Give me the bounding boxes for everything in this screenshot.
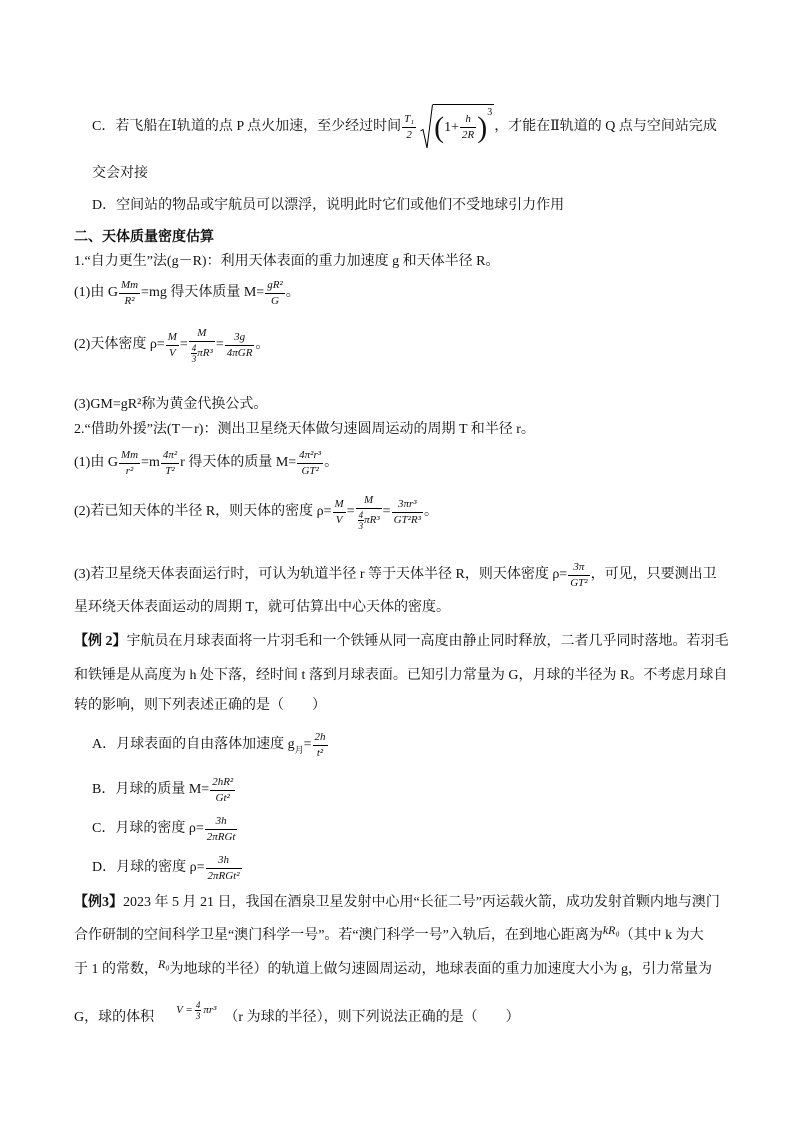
option-fraction xyxy=(210,776,235,805)
fraction-denominator: T² xyxy=(165,464,175,477)
fraction-denominator: 2πRGt xyxy=(206,830,236,843)
paren-open: ( xyxy=(434,110,445,144)
fraction-denominator: G xyxy=(270,294,279,307)
fraction-denominator: r² xyxy=(125,464,134,477)
fraction-numerator: Mm xyxy=(119,449,140,464)
fraction-numerator: 4 xyxy=(191,342,197,353)
equals-sign: = xyxy=(179,337,188,352)
item-middle: =mg 得天体质量 M= xyxy=(141,285,265,300)
fraction-denominator: GT² xyxy=(301,464,319,477)
option-fraction xyxy=(206,854,242,883)
ratio-numerator: h xyxy=(460,113,476,128)
fraction-denominator: 2πRGt² xyxy=(207,869,240,882)
formula-fraction xyxy=(265,279,285,308)
example3-stem-4-post: （r 为球的半径），则下列说法正确的是（ ） xyxy=(224,1010,520,1025)
ratio-denominator: 2R xyxy=(462,129,475,141)
fraction-denominator: 3 xyxy=(358,520,364,531)
item-prefix: (1)由 G xyxy=(74,285,118,300)
formula-fraction xyxy=(166,331,179,360)
golden-substitution-text: (3)GM=gR²称为黄金代换公式。 xyxy=(74,397,268,412)
option-c-text-before: C．若飞船在Ⅰ轨道的点 P 点火加速，至少经过时间 xyxy=(92,119,402,134)
example2-stem-1: 宇航员在月球表面将一片羽毛和一个铁锤从同一高度由静止同时释放，二者几乎同时落地。若羽毛 xyxy=(126,634,729,649)
equals-m: =m xyxy=(141,455,160,470)
fraction-denominator: GT²R³ xyxy=(393,513,421,526)
earth-radius-formula xyxy=(158,957,170,972)
equals-sign: = xyxy=(215,337,224,352)
fraction-denominator: V xyxy=(168,346,176,359)
example2-label: 【例 2】 xyxy=(74,634,127,649)
equals-sign: = xyxy=(346,504,355,519)
item-suffix: 。 xyxy=(423,504,438,519)
fraction-numerator: 3h xyxy=(205,815,238,830)
fraction-denominator xyxy=(189,342,215,364)
example3-label: 【例3】 xyxy=(74,895,123,910)
method1-intro-text: 1.“自力更生”法(g－R)：利用天体表面的重力加速度 g 和天体半径 R。 xyxy=(74,254,500,269)
one-plus: 1+ xyxy=(444,119,459,135)
fraction-denominator: GT² xyxy=(570,576,588,589)
pi-r-cubed: πR³ xyxy=(364,513,380,526)
option-d-text: D．空间站的物品或宇航员可以漂浮，说明此时它们或他们不受地球引力作用 xyxy=(92,198,565,213)
option-prefix: D．月球的密度 ρ= xyxy=(92,860,205,875)
fraction-numerator: Mm xyxy=(119,279,140,294)
fraction-numerator: M xyxy=(166,331,179,346)
formula-fraction xyxy=(119,279,140,308)
time-fraction xyxy=(402,113,416,142)
fraction-denominator: 3 xyxy=(195,1010,201,1021)
section-heading-text: 二、天体质量密度估算 xyxy=(74,230,214,245)
power-exponent: 3 xyxy=(487,107,493,118)
item-middle: r 得天体的质量 M= xyxy=(180,455,297,470)
fraction-numerator: 3g xyxy=(225,331,255,346)
option-prefix: A．月球表面的自由落体加速度 g xyxy=(92,737,295,752)
equals-sign: = xyxy=(303,737,312,752)
fraction-denominator: V xyxy=(335,513,343,526)
item-continuation: 星环绕天体表面运动的周期 T，就可估算出中心天体的密度。 xyxy=(74,600,451,615)
formula-fraction xyxy=(161,449,179,478)
item-prefix: (3)若卫星绕天体表面运行时，可认为轨道半径 r 等于天体半径 R，则天体密度 ρ= xyxy=(74,567,568,582)
formula-fraction xyxy=(392,498,423,527)
fraction-denominator: Gt² xyxy=(215,791,230,804)
fraction-denominator: R² xyxy=(124,294,135,307)
option-prefix: C．月球的密度 ρ= xyxy=(92,821,204,836)
earth-radius: R₀ xyxy=(158,956,170,971)
nested-fraction xyxy=(189,327,215,364)
item-suffix: ，可见，只要测出卫 xyxy=(590,567,717,582)
volume-lhs: V = xyxy=(176,1004,193,1016)
time-fraction-numerator: T₁ xyxy=(402,113,416,128)
formula-fraction xyxy=(568,561,589,590)
fraction-numerator: 3π xyxy=(568,561,589,576)
sphere-volume-formula xyxy=(176,1000,216,1021)
example2-stem-2: 和铁锤是从高度为 h 处下落，经时间 t 落到月球表面。已知引力常量为 G，月球的半径为 R。不考虑月球自 xyxy=(74,668,728,683)
option-prefix: B．月球的质量 M= xyxy=(92,782,210,797)
pi-r-cubed: πr³ xyxy=(203,1004,217,1016)
option-c-text-cont: 交会对接 xyxy=(92,166,148,181)
example3-stem-2-post: （其中 k 为大 xyxy=(619,928,704,943)
fraction-numerator: 4π²r³ xyxy=(297,449,323,464)
fraction-numerator: 4π² xyxy=(161,449,179,464)
item-suffix: 。 xyxy=(324,455,339,470)
item-suffix: 。 xyxy=(255,337,270,352)
fraction-numerator: M xyxy=(189,327,215,342)
formula-fraction xyxy=(119,449,140,478)
fraction-numerator: 4 xyxy=(195,999,201,1010)
fraction-numerator: 3πr³ xyxy=(392,498,423,513)
fraction-denominator: 3 xyxy=(191,353,197,364)
example3-stem-4-pre: G，球的体积 xyxy=(74,1010,155,1025)
fraction-numerator: M xyxy=(356,494,382,509)
time-fraction-denominator: 2 xyxy=(406,128,412,141)
pi-r-cubed: πR³ xyxy=(197,346,213,359)
square-root xyxy=(420,104,494,150)
fraction-numerator: 3h xyxy=(206,854,242,869)
paren-close: ) xyxy=(477,110,488,144)
four-thirds-fraction xyxy=(195,1000,202,1021)
example3-stem-3-post: 为地球的半径）的轨道上做匀速圆周运动，地球表面的重力加速度大小为 g，引力常量为 xyxy=(169,962,713,977)
item-prefix: (2)天体密度 ρ= xyxy=(74,337,165,352)
equals-sign: = xyxy=(382,504,391,519)
fraction-numerator: gR² xyxy=(265,279,285,294)
fraction-numerator: 2hR² xyxy=(210,776,235,791)
example3-stem-3-pre: 于 1 的常数， xyxy=(74,962,158,977)
radical-sign-icon xyxy=(420,104,433,150)
ratio-fraction xyxy=(460,113,476,142)
method2-intro-text: 2.“借助外援”法(T－r)：测出卫星绕天体做匀速圆周运动的周期 T 和半径 r。 xyxy=(74,422,535,437)
option-fraction xyxy=(205,815,238,844)
orbit-radius: kR₀ xyxy=(602,922,620,937)
fraction-numerator: 2h xyxy=(313,731,328,746)
example2-stem-3: 转的影响，则下列表述正确的是（ ） xyxy=(74,698,326,713)
example3-stem-2-pre: 合作研制的空间科学卫星“澳门科学一号”。若“澳门科学一号”入轨后，在到地心距离为 xyxy=(74,928,603,943)
moon-subscript: 月 xyxy=(294,744,304,755)
option-c-text-after: ，才能在Ⅱ轨道的 Q 点与空间站完成 xyxy=(494,119,717,134)
option-fraction xyxy=(313,731,328,760)
orbit-radius-formula xyxy=(603,923,620,938)
formula-fraction xyxy=(333,498,346,527)
item-suffix: 。 xyxy=(285,285,300,300)
fraction-numerator: M xyxy=(333,498,346,513)
fraction-numerator: 4 xyxy=(358,509,364,520)
item-prefix: (2)若已知天体的半径 R，则天体的密度 ρ= xyxy=(74,504,332,519)
formula-fraction xyxy=(297,449,323,478)
fraction-denominator xyxy=(356,509,382,531)
fraction-denominator: t² xyxy=(316,746,324,759)
formula-fraction xyxy=(225,331,255,360)
item-prefix: (1)由 G xyxy=(74,455,118,470)
example3-stem-1: 2023 年 5 月 21 日，我国在酒泉卫星发射中心用“长征二号”丙运载火箭，成功发射首颗内地与澳门 xyxy=(123,895,720,910)
fraction-denominator: 4πGR xyxy=(226,346,253,359)
nested-fraction xyxy=(356,494,382,531)
radicand xyxy=(433,104,494,150)
